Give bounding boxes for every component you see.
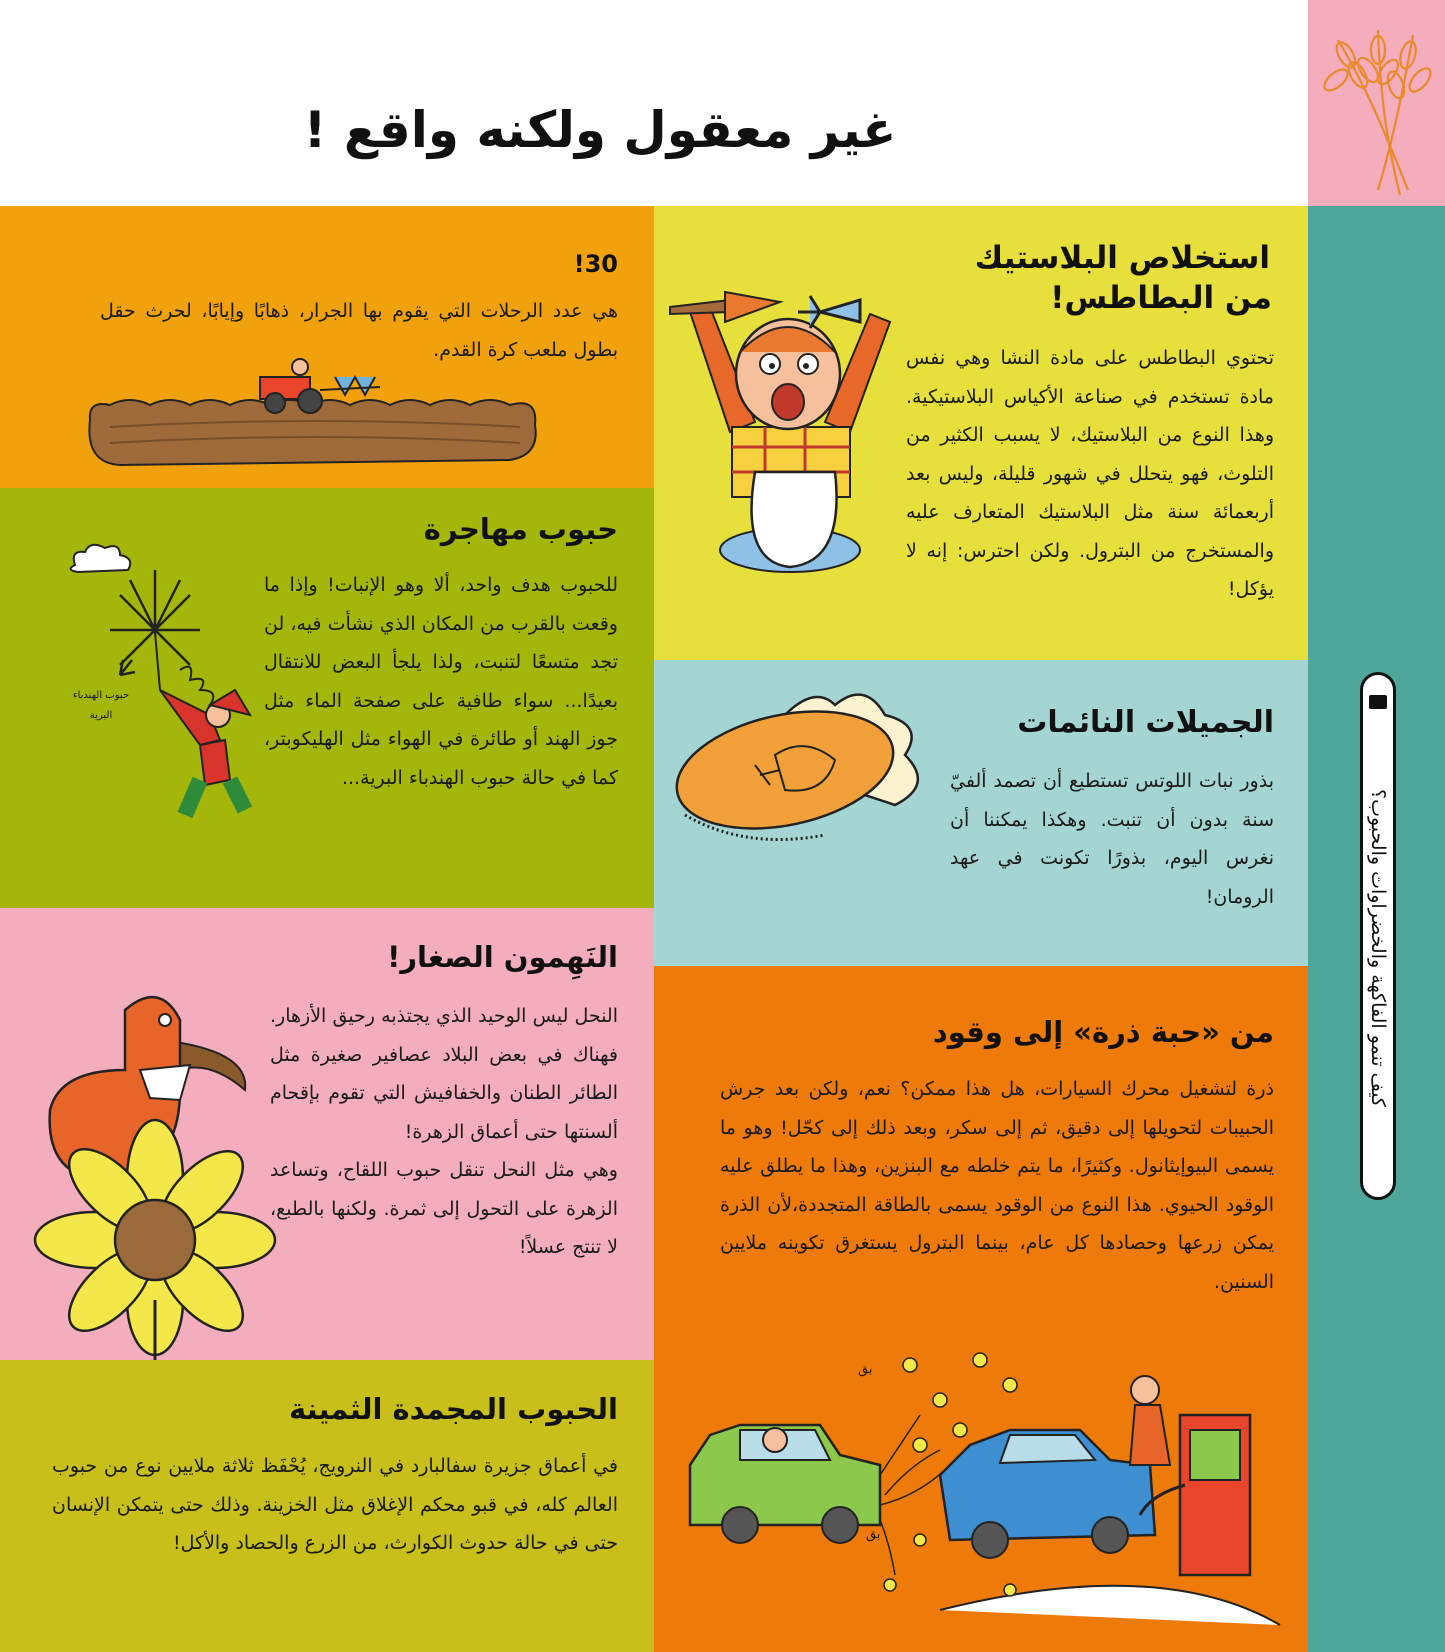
plastic-title-line1: استخلاص البلاستيك [974,240,1270,276]
tractor-field-illustration [80,365,550,475]
bird-flower-illustration [30,980,270,1360]
tractor-body: هي عدد الرحلات التي يقوم بها الجرار، ذهابًا وإيابًا، لحرث حقل بطول ملعب كرة القدم. [100,300,618,361]
plastic-body: تحتوي البطاطس على مادة النشا وهي نفس مادة تستخدم في صناعة الأكياس البلاستيكية. وهذا النوع من البلاستيك، لا يسبب الكثير من التلوث، فهو يتحلل في شهور قليلة، وليس بعد أربعمائة سنة مثل البلاستيك المتعارف عليه والمستخرج من البترول. ولكن احترس: إنه لا يؤكل! [906,347,1274,600]
frozen-title: الحبوب المجمدة الثمينة [289,1392,618,1426]
cars-fuel-illustration [680,1355,1280,1625]
tractor-number: 30! [573,250,618,278]
page-title: غير معقول ولكنه واقع ! [303,101,897,159]
gluttons-body-2: وهي مثل النحل تنقل حبوب اللقاح، وتساعد الزهرة على التحول إلى ثمرة. ولكنها بالطبع، لا تنتج عسلاً! [270,1159,618,1258]
corner-decoration [1308,0,1445,206]
gluttons-body [270,997,618,1267]
sound-effect-1: بق [858,1362,873,1377]
corn-title: من «حبة ذرة» إلى وقود [932,1015,1274,1049]
potato-boy-illustration [670,282,910,582]
migrating-body: للحبوب هدف واحد، ألا وهو الإنبات! وإذا ما وقعت بالقرب من المكان الذي نشأت فيه، لن تجد متسعًا لتنبت، ولذا يلجأ البعض للانتقال بعيدًا... سواء طافية على صفحة الماء مثل جوز الهند أو طائرة في الهواء مثل الهليكوبتر، كما في حالة حبوب الهندباء البرية... [264,574,618,789]
corn-body: ذرة لتشغيل محرك السيارات، هل هذا ممكن؟ نعم، ولكن بعد جرش الحبيبات لتحويلها إلى دقيق، ثم إلى سكر، وبعد ذلك إلى كحّل! وهو ما يسمى البيوإيثانول. وكثيرًا، ما يتم خلطه مع البنزين، وهذا ما يطلق عليه الوقود الحيوي. هذا النوع من الوقود يسمى بالطاقة المتجددة،لأن الذرة يمكن زرعها وحصادها كل عام، بينما البترول يستغرق تكوينه ملايين السنين. [720,1078,1274,1293]
dandelion-caption: حبوب الهندباء البرية [72,690,130,721]
side-tab-label: كيف تنمو الفاكهة والخضراوات والحبوب؟ [1367,789,1389,1107]
sound-effect-2: بق [866,1527,881,1542]
sleeping-body: بذور نبات اللوتس تستطيع أن تصمد ألفيّ سنة بدون أن تنبت. وهكذا يمكننا أن نغرس اليوم، بذورًا تكونت في عهد الرومان! [950,770,1274,908]
dandelion-boy-illustration [60,540,280,840]
gluttons-title: النَهِمون الصغار! [387,940,618,974]
sleeping-title: الجميلات النائمات [1017,705,1274,740]
gluttons-body-1: النحل ليس الوحيد الذي يجتذبه رحيق الأزهار. فهناك في بعض البلاد عصافير صغيرة مثل الطائر الطنان والخفافيش التي تقوم بإقحام ألسنتها حتى أعماق الزهرة! [270,1005,618,1143]
plastic-title-line2: من البطاطس! [1050,280,1272,316]
frozen-body: في أعماق جزيرة سفالبارد في النرويج، يُحْفَظ ثلاثة ملايين نوع من حبوب العالم كله، في قبو محكم الإغلاق مثل الخزينة. وذلك حتى يتمكن الإنسان حتى في حالة حدوث الكوارث، من الزرع والحصاد والأكل! [52,1455,618,1554]
migrating-title: حبوب مهاجرة [423,512,618,546]
wheat-icon [1308,0,1445,206]
lotus-seed-illustration [665,675,955,855]
